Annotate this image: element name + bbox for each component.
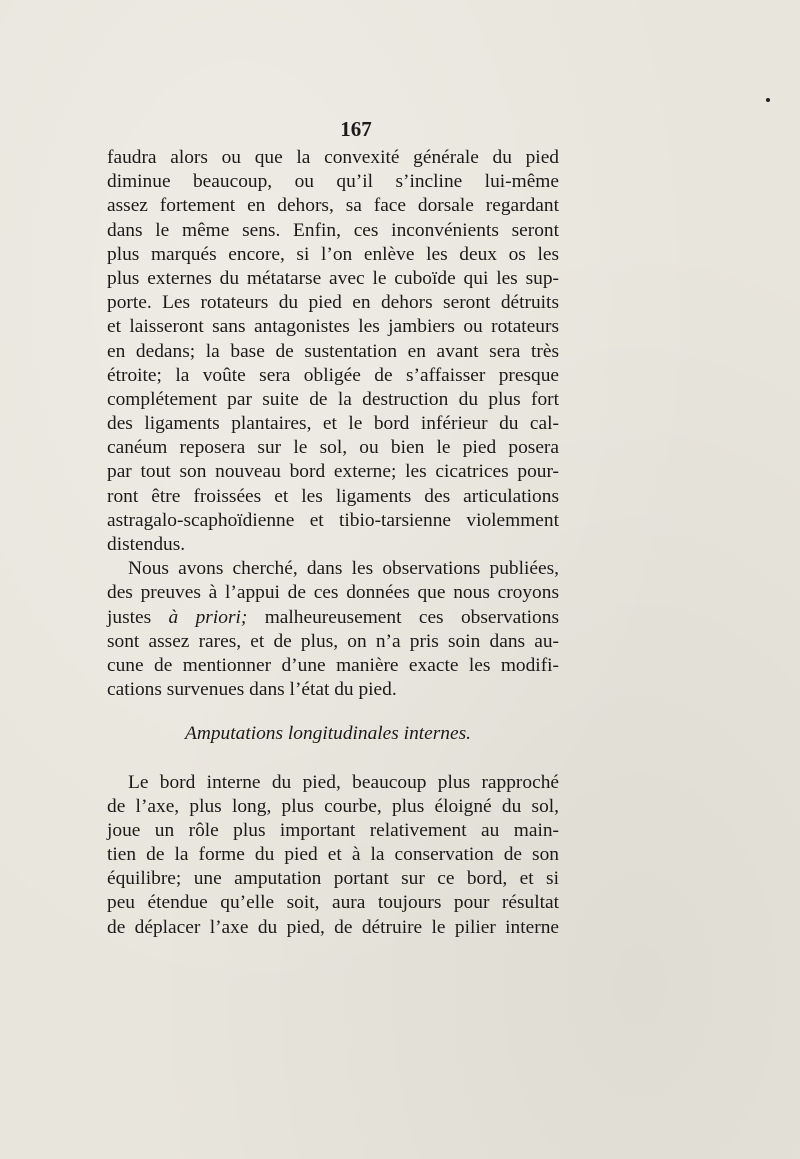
text-line: des ligaments plantaires, et le bord inférieur du cal-: [107, 413, 559, 435]
text-line: équilibre; une amputation portant sur ce bord, et si: [107, 868, 559, 890]
paragraph-1: [107, 146, 559, 557]
text-line: faudra alors ou que la convexité générale du pied: [107, 147, 559, 168]
ink-speck: [766, 98, 770, 102]
text-run: justes: [107, 606, 169, 628]
text-line: porte. Les rotateurs du pied en dehors seront détruits: [107, 292, 559, 314]
body-text: [107, 146, 559, 940]
text-line: cune de mentionner d’une manière exacte les modifi-: [107, 654, 559, 676]
text-line: [107, 606, 559, 630]
text-line: des preuves à l’appui de ces données que nous croyons: [107, 582, 559, 604]
text-line: peu étendue qu’elle soit, aura toujours pour résultat: [107, 892, 559, 914]
page-number: 167: [340, 117, 372, 141]
text-line: Le bord interne du pied, beaucoup plus rapproché: [128, 771, 559, 793]
text-line: canéum reposera sur le sol, ou bien le pied posera: [107, 437, 559, 459]
text-line: plus marqués encore, si l’on enlève les deux os les: [107, 243, 559, 265]
text-line: de déplacer l’axe du pied, de détruire le pilier interne: [107, 916, 559, 938]
text-line: par tout son nouveau bord externe; les cicatrices pour-: [107, 461, 559, 483]
text-line: et laisseront sans antagonistes les jambiers ou rotateurs: [107, 316, 559, 338]
text-line: distendus.: [107, 534, 186, 555]
text-line: étroite; la voûte sera obligée de s’affaisser presque: [107, 364, 559, 386]
text-line: assez fortement en dehors, sa face dorsale regardant: [107, 195, 559, 217]
italic-phrase: à priori;: [168, 606, 248, 628]
text-line: complétement par suite de la destruction du plus fort: [107, 388, 559, 410]
text-line: diminue beaucoup, ou qu’il s’incline lui-même: [107, 171, 559, 193]
text-line: de l’axe, plus long, plus courbe, plus éloigné du sol,: [107, 795, 559, 817]
text-run: malheureusement ces observations: [247, 606, 559, 628]
spacer: [107, 702, 559, 722]
text-line: tien de la forme du pied et à la conservation de son: [107, 844, 559, 866]
text-line: ront être froissées et les ligaments des articulations: [107, 485, 559, 507]
text-line: en dedans; la base de sustentation en avant sera très: [107, 340, 559, 362]
text-line: astragalo-scaphoïdienne et tibio-tarsienne violemment: [107, 509, 559, 531]
text-line: cations survenues dans l’état du pied.: [107, 679, 397, 701]
paragraph-3: [107, 771, 559, 940]
text-line: Nous avons cherché, dans les observations publiées,: [128, 558, 559, 580]
text-line: plus externes du métatarse avec le cuboïde qui les sup-: [107, 267, 559, 289]
paragraph-2: [107, 557, 559, 702]
text-line: dans le même sens. Enfin, ces inconvénients seront: [107, 219, 559, 241]
section-heading: Amputations longitudinales internes.: [185, 723, 472, 745]
text-line: sont assez rares, et de plus, on n’a pris soin dans au-: [107, 630, 559, 652]
text-line: joue un rôle plus important relativement au main-: [107, 819, 559, 841]
spacer: [107, 747, 559, 771]
